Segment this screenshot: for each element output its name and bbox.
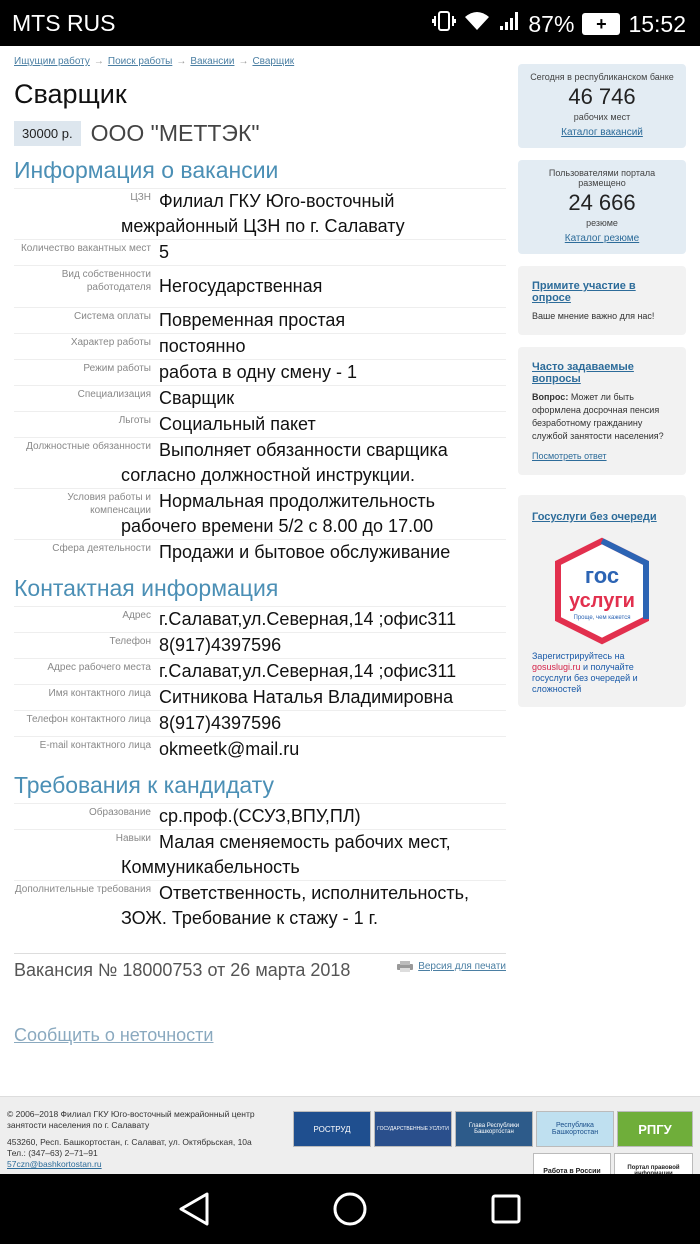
row-value: Повременная простая [159,310,346,330]
print-version-link[interactable] [396,960,506,972]
info-row [14,880,506,931]
row-label: Сфера деятельности [52,543,151,554]
printer-icon [396,960,414,972]
row-label: Имя контактного лица [48,688,151,699]
resume-caption: Пользователями портала размещено [548,168,656,188]
vacancy-catalog-link[interactable]: Каталог вакансий [561,127,643,138]
info-row [14,265,506,307]
gosuslugi-site: gosuslugi.ru [532,662,581,672]
row-value: Ситникова Наталья Владимировна [159,687,454,707]
banner-gosuslugi[interactable]: ГОСУДАРСТВЕННЫЕ УСЛУГИ [374,1111,452,1147]
resume-count: 24 666 [568,190,636,215]
row-value: Ответственность, исполнительность, ЗОЖ. Требование к стажу - 1 г. [121,883,470,928]
info-row [14,606,506,632]
faq-answer-link[interactable]: Посмотреть ответ [532,451,607,461]
back-button[interactable] [177,1191,211,1232]
info-row [14,658,506,684]
gosuslugi-logo [552,537,652,645]
bank-count: 46 746 [568,84,636,109]
row-value: постоянно [159,336,246,356]
info-row [14,239,506,265]
vibrate-icon [432,10,456,38]
home-icon [332,1191,368,1227]
footer-address: 453260, Респ. Башкортостан, г. Салават, ул. Октябрьская, 10а [7,1137,252,1147]
logo-bottom-text: услуги [569,590,635,612]
sidebar [518,64,686,707]
row-label: Навыки [115,833,151,844]
gosuslugi-widget[interactable] [518,495,686,707]
company-name: ООО "МЕТТЭК" [90,120,260,146]
banner-legal-portal[interactable]: Портал правовой [614,1153,693,1189]
poll-text: Ваше мнение важно для нас! [532,311,655,321]
faq-question [532,391,672,443]
row-value: Негосударственная [159,276,323,296]
row-label: Вид собственности работодателя [61,269,151,293]
home-button[interactable] [332,1191,368,1232]
status-bar [0,0,700,46]
poll-link[interactable]: Примите участие в опросе [532,280,636,304]
row-label: Телефон [109,636,151,647]
section-heading-vacancy: Информация о вакансии [14,157,279,183]
requirements-info [14,803,506,931]
row-label: Дополнительные требования [14,884,151,895]
row-value: работа в одну смену - 1 [159,362,357,382]
info-row [14,684,506,710]
faq-link[interactable]: Часто задаваемые вопросы [532,361,634,385]
info-row [14,437,506,488]
row-value: г.Салават,ул.Северная,14 ;офис311 [159,609,457,629]
banner-bashkortostan[interactable]: Республика Башкортостан [536,1111,614,1147]
row-label: E-mail контактного лица [39,740,151,751]
page-title: Сварщик [14,79,127,109]
info-row [14,829,506,880]
row-label: Специализация [77,389,151,400]
row-value: Филиал ГКУ Юго-восточный межрайонный ЦЗН по г. Салавату [121,191,405,236]
breadcrumb-vacancies[interactable]: Вакансии [190,56,235,67]
faq-question-text: Может ли быть оформлена досрочная пенсия безработному гражданину службой занятости населения? [532,392,664,441]
banner-rpgu[interactable]: РПГУ [617,1111,693,1147]
row-value: Продажи и бытовое обслуживание [159,542,451,562]
vacancy-number: Вакансия № 18000753 от 26 марта 2018 [14,960,351,980]
row-label: Адрес рабочего места [47,662,151,673]
report-inaccuracy-link[interactable]: Сообщить о неточности [14,1025,214,1045]
row-value: Малая сменяемость рабочих мест, Коммуникабельность [121,832,451,877]
row-value: ср.проф.(ССУЗ,ВПУ,ПЛ) [159,806,361,826]
row-label: Условия работы и компенсации [67,492,151,516]
section-heading-contact: Контактная информация [14,575,279,601]
banner-rabota-v-rossii[interactable]: Работа в России [533,1153,611,1189]
vacancy-info [14,188,506,565]
main-content [14,56,506,1046]
info-row [14,307,506,333]
info-row [14,385,506,411]
resume-widget [518,160,686,254]
print-version-label: Версия для печати [418,960,506,972]
row-label: Количество вакантных мест [20,243,151,254]
row-value: okmeetk@mail.ru [159,739,300,759]
page [0,46,700,1174]
footer-phone: Тел.: (347–63) 2–71–91 [7,1148,98,1158]
gosuslugi-promo: Зарегистрируйтесь на gosuslugi.ru и получайте госуслуги без очередей и сложностей [532,651,638,694]
row-value: 8(917)4397596 [159,713,282,733]
vacancy-bank-widget [518,64,686,148]
poll-widget [518,266,686,335]
signal-icon [498,10,520,38]
row-value: Нормальная продолжительность рабочего времени 5/2 с 8.00 до 17.00 [121,491,435,536]
breadcrumb-current[interactable]: Сварщик [252,56,295,67]
breadcrumb: Ищущим работу → Поиск работы → Вакансии → Сварщик [14,56,295,67]
logo-tagline: Проще, чем кажется [573,615,631,621]
footer-copyright: © 2006–2018 Филиал ГКУ Юго-восточный межрайонный центр занятости населения по г. Салавату [7,1109,255,1130]
faq-question-label: Вопрос: [532,392,569,402]
footer-email-link[interactable]: 57czn@bashkortostan.ru [7,1159,102,1169]
row-label: ЦЗН [130,192,151,203]
banner-head-of-republic[interactable]: Глава Республики Башкортостан [455,1111,533,1147]
info-row [14,188,506,239]
row-value: Социальный пакет [159,414,316,434]
row-label: Режим работы [83,363,151,374]
row-value: Сварщик [159,388,235,408]
row-label: Система оплаты [74,311,151,322]
gosuslugi-link[interactable]: Госуслуги без очереди [532,511,657,523]
info-row [14,359,506,385]
breadcrumb-job-seekers[interactable]: Ищущим работу [14,56,90,67]
battery-charging-icon: + [582,13,620,35]
recents-button[interactable] [490,1191,522,1232]
info-row [14,710,506,736]
bank-caption: Сегодня в республиканском банке [530,72,674,82]
battery-percent: 87% [528,10,575,37]
section-heading-requirements: Требования к кандидату [14,772,274,798]
clock: 15:52 [628,10,686,37]
row-label: Должностные обязанности [26,441,151,452]
android-nav-bar [0,1174,700,1244]
salary-badge: 30000 р. [14,121,81,146]
row-value: г.Салават,ул.Северная,14 ;офис311 [159,661,457,681]
banner-rostrud[interactable]: РОСТРУД [293,1111,371,1147]
info-row [14,803,506,829]
row-value: 5 [159,242,170,262]
breadcrumb-job-search[interactable]: Поиск работы [107,56,173,67]
row-label: Адрес [122,610,151,621]
resume-catalog-link[interactable]: Каталог резюме [564,233,640,244]
row-label: Образование [89,807,151,818]
info-row [14,632,506,658]
row-value: 8(917)4397596 [159,635,282,655]
info-row [14,736,506,762]
info-row [14,539,506,565]
back-icon [177,1191,211,1227]
row-value: Выполняет обязанности сварщика согласно должностной инструкции. [121,440,448,485]
logo-top-text: гос [584,563,620,588]
faq-widget [518,347,686,475]
info-row [14,411,506,437]
contact-info [14,606,506,762]
row-label: Льготы [118,415,151,426]
row-label: Характер работы [70,337,151,348]
row-label: Телефон контактного лица [26,714,151,725]
recents-icon [490,1191,522,1227]
info-row [14,333,506,359]
carrier-name: MTS RUS [12,10,116,36]
info-row [14,488,506,539]
resume-unit: резюме [586,218,618,228]
wifi-icon [464,10,490,38]
bank-unit: рабочих мест [573,112,631,122]
